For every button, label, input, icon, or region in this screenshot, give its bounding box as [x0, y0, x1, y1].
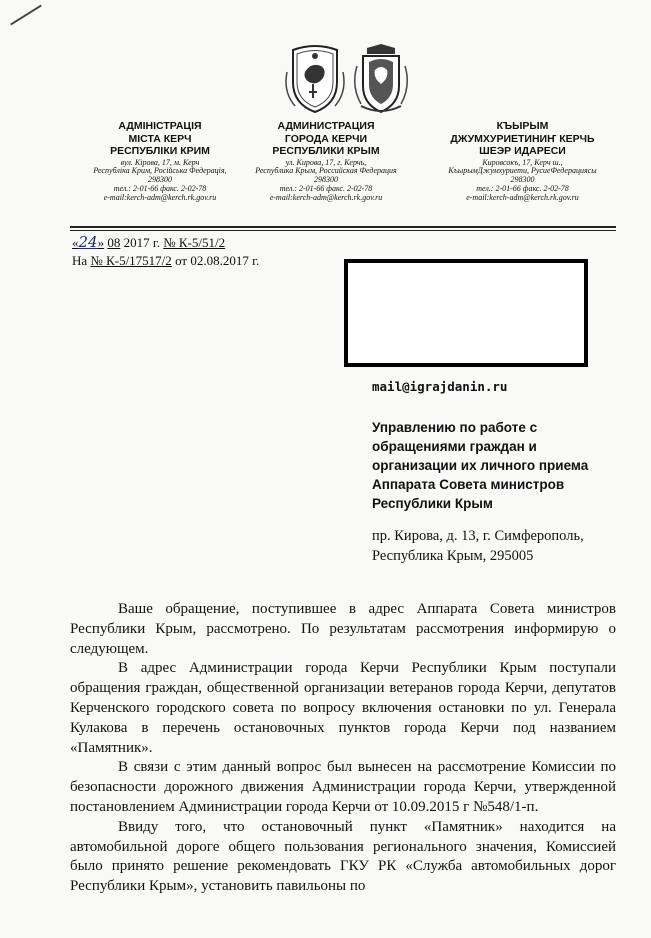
address-crimean-tatar: Кировсокъ, 17, Керч ш., КъырымДжумхуриети, РусиеФедерациясы 298300: [448, 157, 597, 185]
recipient-department: Управлению по работе с обращениями граждан и организации их личного приема Аппарата Совета министров Республики Крым: [372, 420, 589, 511]
org-name-crimean-tatar: КЪЫРЫМ ДЖУМХУРИЕТИНИҤ КЕРЧЬ ШЕЭР ИДАРЕСИ: [450, 120, 595, 158]
header-ukrainian: [72, 121, 248, 203]
kerch-coat-of-arms-icon: [355, 44, 408, 112]
body-paragraph: В связи с этим данный вопрос был вынесен на рассмотрение Комиссии по безопасности дорожного движения Администрации города Керчи, утвержденной постановлением Администрации города Керчи от 10.09.2015 г №548/1-п.: [70, 759, 616, 815]
header-crimean-tatar: [425, 121, 620, 203]
address-ukrainian: вул. Кірова, 17, м. Керч Республіка Крим, Російська Федерація, 298300: [93, 157, 227, 185]
outgoing-number: № К-5/51/2: [163, 235, 226, 250]
body-paragraph: В адрес Администрации города Керчи Республики Крым поступали обращения граждан, общественной организации ветеранов города Керчи, депутатов Керченского городского совета по вопросу включения остановки по ул. Генерала Кулакова в перечень остановочных пунктов города Керчи под названием «Памятник».: [70, 660, 616, 756]
org-name-russian: АДМИНИСТРАЦИЯ ГОРОДА КЕРЧИ РЕСПУБЛИКИ КРЫМ: [272, 120, 380, 158]
phone-ukrainian: тел.: 2-01-66 факс. 2-02-78: [113, 184, 207, 194]
recipient-address: пр. Кирова, д. 13, г. Симферополь, Республика Крым, 295005: [372, 528, 584, 564]
header-divider-thin: [70, 230, 616, 231]
redacted-address-box: [344, 259, 588, 367]
incoming-number: № К-5/17517/2: [90, 253, 172, 268]
crimea-coat-of-arms-icon: [286, 46, 344, 112]
recipient-email: mail@igrajdanin.ru: [372, 379, 508, 394]
header-russian: [232, 121, 420, 203]
email-crimean-tatar: e-mail:kerch-adm@kerch.rk.gov.ru: [466, 192, 579, 202]
outgoing-reference: «24» 08 2017 г. № К-5/51/2: [72, 233, 226, 251]
email-russian: e-mail:kerch-adm@kerch.rk.gov.ru: [269, 192, 383, 202]
phone-crimean-tatar: тел.: 2-01-66 факс. 2-02-78: [476, 184, 569, 194]
coats-of-arms: [283, 42, 413, 117]
email-ukrainian: e-mail:kerch-adm@kerch.rk.gov.ru: [103, 192, 217, 202]
pen-mark: [10, 5, 42, 26]
address-russian: ул. Кирова, 17, г. Керчь, Республика Крым, Российская Федерация 298300: [255, 157, 397, 185]
incoming-reference: На № К-5/17517/2 от 02.08.2017 г.: [72, 253, 260, 268]
org-name-ukrainian: АДМІНІСТРАЦІЯ МІСТА КЕРЧ РЕСПУБЛІКИ КРИМ: [110, 120, 210, 158]
letter-body: [70, 600, 616, 897]
header-divider: [70, 226, 616, 228]
phone-russian: тел.: 2-01-66 факс. 2-02-78: [279, 184, 373, 194]
body-paragraph: Ввиду того, что остановочный пункт «Памятник» находится на автомобильной дороге общего пользования регионального значения, Комиссией было принято решение рекомендовать ГКУ РК «Служба автомобильных дорог Республики Крым», установить павильоны по: [70, 818, 616, 895]
handwritten-day: 24: [78, 233, 98, 251]
body-paragraph: Ваше обращение, поступившее в адрес Аппарата Совета министров Республики Крым, рассмотрено. По результатам рассмотрения информирую о следующем.: [70, 601, 616, 657]
